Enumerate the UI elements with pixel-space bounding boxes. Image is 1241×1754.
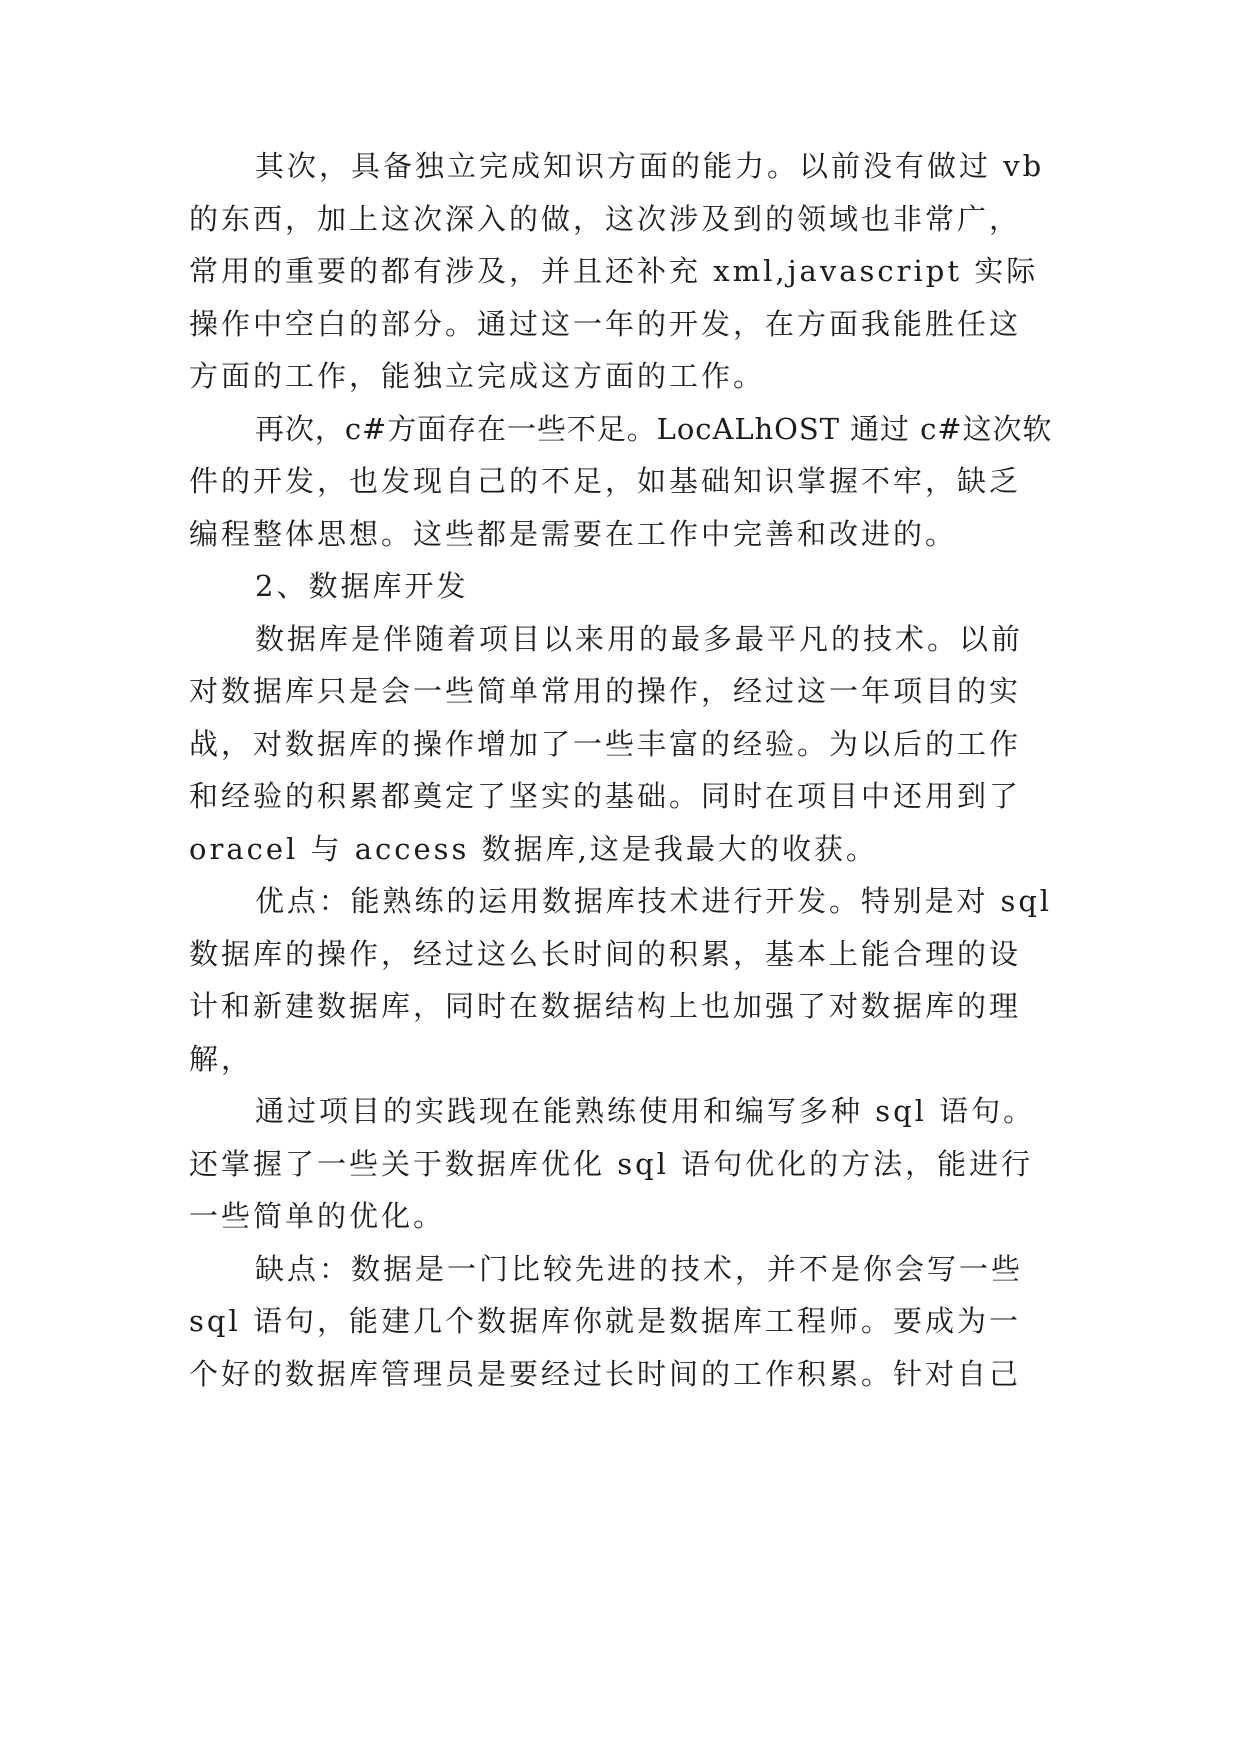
text-line: 对数据库只是会一些简单常用的操作，经过这一年项目的实: [189, 674, 1022, 708]
text-line: 优点：能熟练的运用数据库技术进行开发。特别是对 sql: [255, 884, 1052, 918]
text-line: 再次，c#方面存在一些不足。LocALhOST 通过 c#这次软: [255, 412, 1053, 446]
text-line: 常用的重要的都有涉及，并且还补充 xml,javascript 实际: [189, 254, 1039, 288]
text-line: 解，: [189, 1042, 254, 1076]
text-line: 缺点：数据是一门比较先进的技术，并不是你会写一些: [255, 1252, 1024, 1286]
text-line: 编程整体思想。这些都是需要在工作中完善和改进的。: [189, 517, 958, 551]
text-line: 件的开发，也发现自己的不足，如基础知识掌握不牢，缺乏: [189, 464, 1022, 498]
text-line: 还掌握了一些关于数据库优化 sql 语句优化的方法，能进行: [189, 1147, 1034, 1181]
text-line: 数据库是伴随着项目以来用的最多最平凡的技术。以前: [255, 622, 1024, 656]
section-heading: 2、数据库开发: [255, 569, 469, 603]
text-line: 数据库的操作，经过这么长时间的积累，基本上能合理的设: [189, 937, 1022, 971]
text-line: oracel 与 access 数据库,这是我最大的收获。: [189, 832, 878, 866]
text-line: 个好的数据库管理员是要经过长时间的工作积累。针对自己: [189, 1357, 1022, 1391]
text-line: 方面的工作，能独立完成这方面的工作。: [189, 359, 766, 393]
text-line: 操作中空白的部分。通过这一年的开发，在方面我能胜任这: [189, 307, 1022, 341]
text-line: 计和新建数据库，同时在数据结构上也加强了对数据库的理: [189, 989, 1022, 1023]
text-line: 一些简单的优化。: [189, 1199, 446, 1233]
text-line: 其次，具备独立完成知识方面的能力。以前没有做过 vb: [255, 149, 1045, 183]
text-line: sql 语句，能建几个数据库你就是数据库工程师。要成为一: [189, 1304, 1021, 1338]
text-line: 战，对数据库的操作增加了一些丰富的经验。为以后的工作: [189, 727, 1022, 761]
text-line: 和经验的积累都奠定了坚实的基础。同时在项目中还用到了: [189, 779, 1022, 813]
text-line: 的东西，加上这次深入的做，这次涉及到的领域也非常广，: [189, 202, 1022, 236]
text-line: 通过项目的实践现在能熟练使用和编写多种 sql 语句。: [255, 1094, 1036, 1128]
